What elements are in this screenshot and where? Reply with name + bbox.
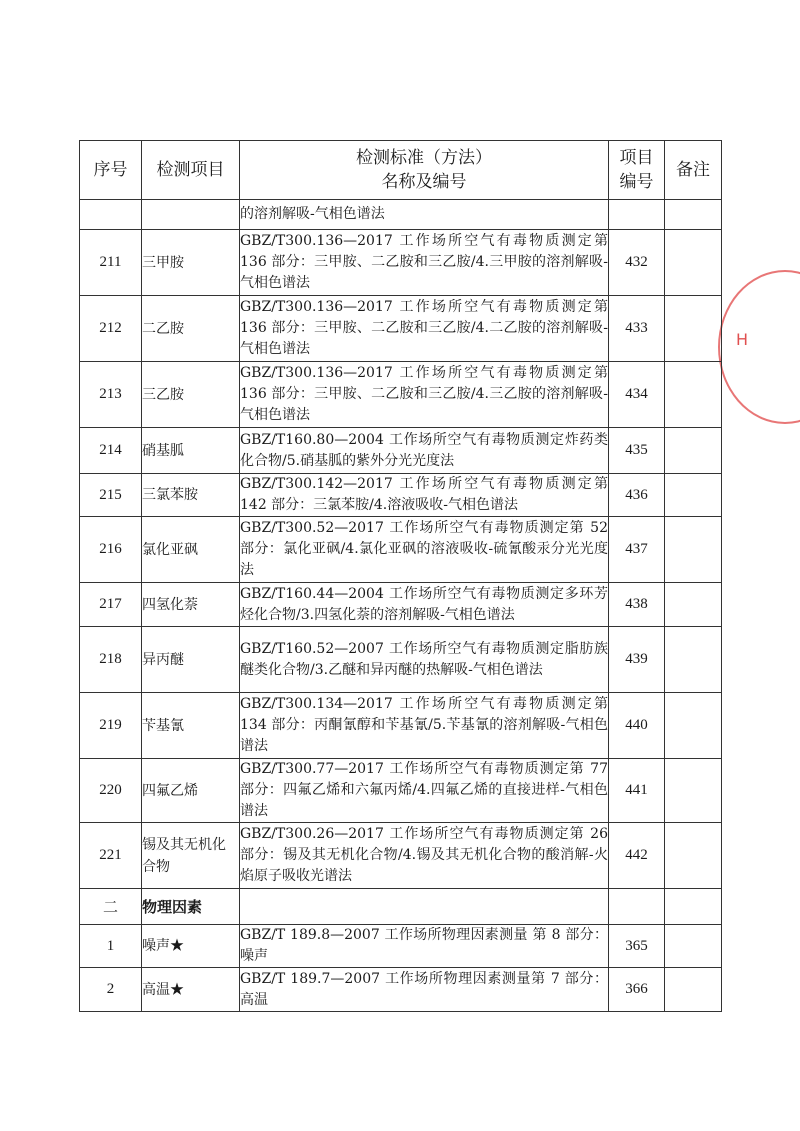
cell-standard: GBZ/T160.44—2004 工作场所空气有毒物质测定多环芳烃化合物/3.四氢化萘的溶剂解吸-气相色谱法 [240, 583, 609, 627]
cell-seq: 218 [80, 627, 142, 693]
cell-standard: GBZ/T300.136—2017 工作场所空气有毒物质测定第 136 部分：三甲胺、二乙胺和三乙胺/4.三乙胺的溶剂解吸-气相色谱法 [240, 362, 609, 428]
cell-item: 四氟乙烯 [142, 759, 240, 823]
cell-standard: GBZ/T300.134—2017 工作场所空气有毒物质测定第 134 部分：丙酮氰醇和苄基氰/5.苄基氰的溶剂解吸-气相色谱法 [240, 693, 609, 759]
header-standard [240, 141, 609, 200]
cell-standard: GBZ/T300.136—2017 工作场所空气有毒物质测定第 136 部分：三甲胺、二乙胺和三乙胺/4.二乙胺的溶剂解吸-气相色谱法 [240, 296, 609, 362]
cell-seq [80, 200, 142, 230]
cell-remark [665, 759, 722, 823]
section-standard [240, 889, 609, 925]
cell-item: 异丙醚 [142, 627, 240, 693]
table-row [80, 823, 722, 889]
cell-code: 435 [609, 428, 665, 474]
cell-seq: 215 [80, 474, 142, 517]
cell-code: 434 [609, 362, 665, 428]
cell-standard: 的溶剂解吸-气相色谱法 [240, 200, 609, 230]
cell-remark [665, 474, 722, 517]
cell-seq: 219 [80, 693, 142, 759]
cell-code: 440 [609, 693, 665, 759]
section-header-row [80, 889, 722, 925]
cell-standard: GBZ/T300.136—2017 工作场所空气有毒物质测定第 136 部分：三甲胺、二乙胺和三乙胺/4.三甲胺的溶剂解吸-气相色谱法 [240, 230, 609, 296]
cell-remark [665, 296, 722, 362]
cell-code: 437 [609, 517, 665, 583]
cell-seq: 1 [80, 925, 142, 968]
cell-item: 锡及其无机化合物 [142, 823, 240, 889]
cell-code: 433 [609, 296, 665, 362]
cell-standard: GBZ/T300.52—2017 工作场所空气有毒物质测定第 52 部分：氯化亚砜/4.氯化亚砜的溶液吸收-硫氰酸汞分光光度法 [240, 517, 609, 583]
cell-standard: GBZ/T160.52—2007 工作场所空气有毒物质测定脂肪族醚类化合物/3.乙醚和异丙醚的热解吸-气相色谱法 [240, 627, 609, 693]
section-remark [665, 889, 722, 925]
table-row [80, 968, 722, 1012]
cell-code: 441 [609, 759, 665, 823]
table-row [80, 230, 722, 296]
cell-item: 三氯苯胺 [142, 474, 240, 517]
header-seq: 序号 [80, 141, 142, 200]
red-seal-stamp [718, 270, 800, 424]
cell-item: 三乙胺 [142, 362, 240, 428]
cell-seq: 221 [80, 823, 142, 889]
seal-fragment-text: H [736, 330, 749, 349]
cell-item: 四氢化萘 [142, 583, 240, 627]
table-row [80, 428, 722, 474]
cell-standard: GBZ/T 189.7—2007 工作场所物理因素测量第 7 部分：高温 [240, 968, 609, 1012]
cell-item: 氯化亚砜 [142, 517, 240, 583]
cell-seq: 214 [80, 428, 142, 474]
cell-code: 442 [609, 823, 665, 889]
cell-remark [665, 200, 722, 230]
cell-code: 439 [609, 627, 665, 693]
section-code [609, 889, 665, 925]
cell-remark [665, 693, 722, 759]
cell-item [142, 200, 240, 230]
table-row [80, 362, 722, 428]
cell-code: 432 [609, 230, 665, 296]
table-header-row [80, 141, 722, 200]
cell-code: 436 [609, 474, 665, 517]
section-title: 物理因素 [142, 889, 240, 925]
cell-seq: 217 [80, 583, 142, 627]
cell-standard: GBZ/T160.80—2004 工作场所空气有毒物质测定炸药类化合物/5.硝基胍的紫外分光光度法 [240, 428, 609, 474]
cell-remark [665, 517, 722, 583]
cell-item: 二乙胺 [142, 296, 240, 362]
cell-standard: GBZ/T300.77—2017 工作场所空气有毒物质测定第 77 部分：四氟乙烯和六氟丙烯/4.四氟乙烯的直接进样-气相色谱法 [240, 759, 609, 823]
cell-item: 苄基氰 [142, 693, 240, 759]
table-row [80, 474, 722, 517]
table-row [80, 925, 722, 968]
header-code-line1: 项目 [619, 148, 654, 168]
cell-code: 438 [609, 583, 665, 627]
cell-remark [665, 925, 722, 968]
cell-remark [665, 627, 722, 693]
cell-seq: 216 [80, 517, 142, 583]
cell-item: 三甲胺 [142, 230, 240, 296]
cell-remark [665, 428, 722, 474]
cell-seq: 220 [80, 759, 142, 823]
cell-item: 高温★ [142, 968, 240, 1012]
table-row [80, 517, 722, 583]
cell-code [609, 200, 665, 230]
header-remark: 备注 [665, 141, 722, 200]
cell-remark [665, 362, 722, 428]
cell-remark [665, 823, 722, 889]
cell-remark [665, 968, 722, 1012]
cell-remark [665, 583, 722, 627]
cell-seq: 213 [80, 362, 142, 428]
cell-standard: GBZ/T300.142—2017 工作场所空气有毒物质测定第 142 部分：三氯苯胺/4.溶液吸收-气相色谱法 [240, 474, 609, 517]
cell-item: 硝基胍 [142, 428, 240, 474]
header-item: 检测项目 [142, 141, 240, 200]
table-row [80, 693, 722, 759]
cell-seq: 2 [80, 968, 142, 1012]
table-row [80, 583, 722, 627]
cell-standard: GBZ/T 189.8—2007 工作场所物理因素测量 第 8 部分：噪声 [240, 925, 609, 968]
cell-item: 噪声★ [142, 925, 240, 968]
header-standard-line2: 名称及编号 [381, 172, 467, 192]
cell-code: 365 [609, 925, 665, 968]
table-row [80, 759, 722, 823]
table-row [80, 200, 722, 230]
cell-seq: 212 [80, 296, 142, 362]
section-seq: 二 [80, 889, 142, 925]
header-code [609, 141, 665, 200]
cell-standard: GBZ/T300.26—2017 工作场所空气有毒物质测定第 26 部分：锡及其无机化合物/4.锡及其无机化合物的酸消解-火焰原子吸收光谱法 [240, 823, 609, 889]
standards-table [79, 140, 722, 1012]
cell-code: 366 [609, 968, 665, 1012]
table-row [80, 627, 722, 693]
header-code-line2: 编号 [619, 172, 654, 192]
table-row [80, 296, 722, 362]
header-standard-line1: 检测标准（方法） [356, 148, 492, 168]
cell-remark [665, 230, 722, 296]
cell-seq: 211 [80, 230, 142, 296]
